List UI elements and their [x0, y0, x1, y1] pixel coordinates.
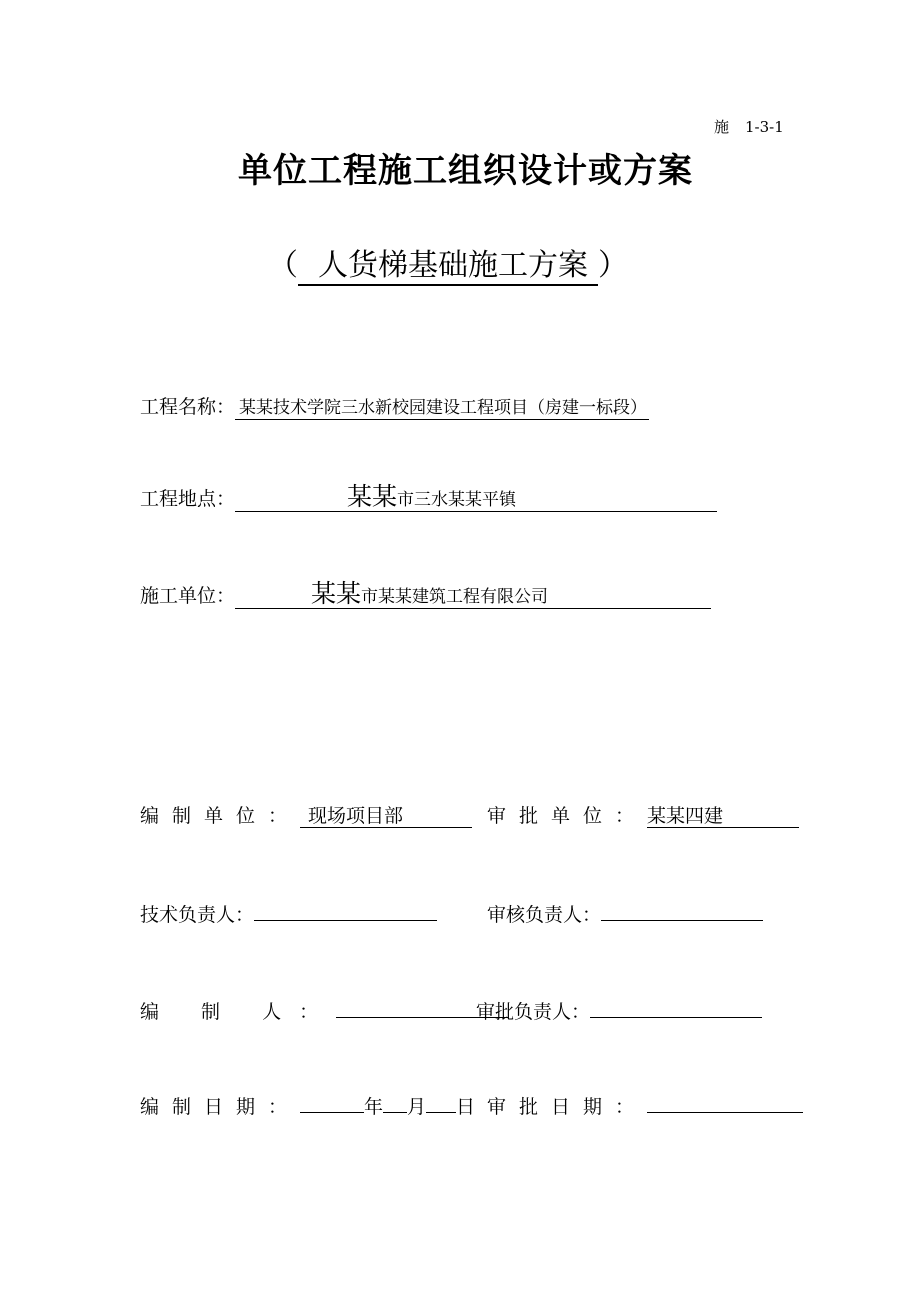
day-char: 日 [456, 1096, 476, 1118]
builder-city: 某某 [311, 579, 362, 608]
form-code [714, 116, 784, 137]
approve-unit-field [487, 801, 799, 828]
form-prefix: 施 [714, 118, 730, 136]
compile-day-blank [426, 1090, 456, 1113]
builder-company: 市某某建筑工程有限公司 [361, 587, 549, 607]
reviewer-field [487, 898, 763, 927]
site-city: 某某 [347, 482, 398, 511]
approve-unit-label: 审批单位： [487, 805, 648, 827]
compile-date-label: 编制日期： [140, 1096, 301, 1118]
compile-year-blank [300, 1090, 364, 1113]
month-char: 月 [407, 1096, 427, 1118]
document-subtitle [268, 240, 628, 286]
project-name-value: 某某技术学院三水新校园建设工程项目（房建一标段） [235, 397, 649, 420]
builder-field [140, 581, 711, 609]
approver-field [476, 995, 762, 1024]
project-name-label: 工程名称： [140, 396, 236, 418]
subtitle-open-paren: （ [268, 248, 298, 283]
compile-unit-field [140, 801, 472, 828]
approver-blank [590, 995, 762, 1018]
approve-date-blank [647, 1090, 803, 1113]
approver-label: 审批负责人： [476, 1001, 591, 1023]
compile-month-blank [383, 1090, 407, 1113]
form-number: 1-3-1 [745, 118, 784, 136]
reviewer-blank [601, 898, 763, 921]
site-detail: 市三水某某平镇 [397, 490, 517, 510]
compiler-field [140, 995, 508, 1024]
builder-label: 施工单位： [140, 585, 236, 607]
subtitle-text: 人货梯基础施工方案 [298, 248, 598, 286]
tech-lead-field [140, 898, 437, 927]
year-char: 年 [364, 1096, 384, 1118]
project-site-label: 工程地点： [140, 488, 236, 510]
document-title: 单位工程施工组织设计或方案 [238, 151, 693, 191]
compile-date-field [140, 1090, 475, 1119]
project-site-field [140, 484, 717, 512]
tech-lead-blank [254, 898, 437, 921]
compile-unit-value: 现场项目部 [300, 805, 472, 828]
compile-unit-label: 编制单位： [140, 805, 301, 827]
approve-unit-value: 某某四建 [647, 805, 799, 828]
tech-lead-label: 技术负责人： [140, 904, 255, 926]
project-name-field [140, 392, 649, 420]
subtitle-close-paren: ） [598, 248, 628, 283]
compiler-label: 编 制 人： [140, 1001, 337, 1023]
approve-date-label: 审批日期： [487, 1096, 648, 1118]
project-site-value [235, 482, 717, 512]
builder-value [235, 579, 711, 609]
reviewer-label: 审核负责人： [487, 904, 602, 926]
approve-date-field [487, 1090, 803, 1119]
